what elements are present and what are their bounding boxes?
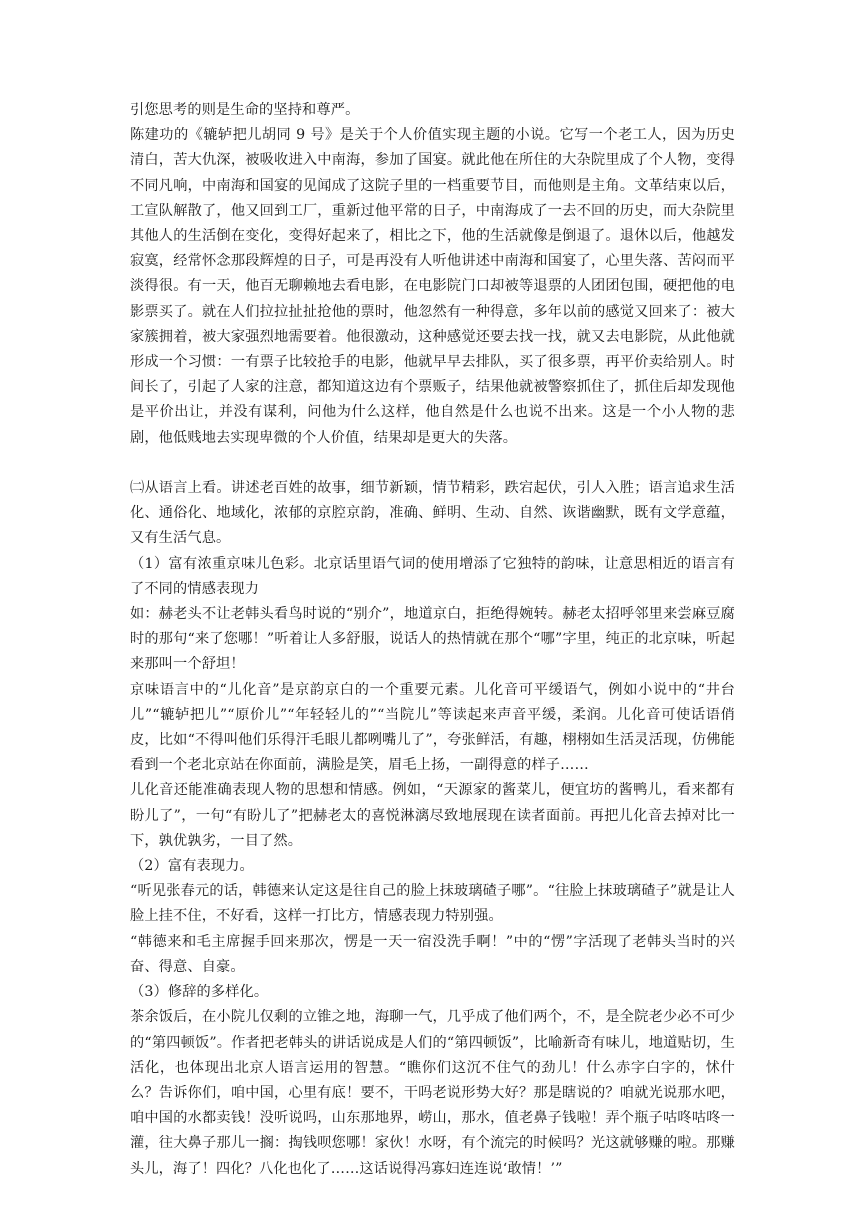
paragraph-glass-shards: “听见张春元的话，韩德来认定这是往自己的脸上抹玻璃碴子哪”。“往脸上抹玻璃碴子”就是让人脸上挂不住，不好看，这样一打比方，情感表现力特别强。 [130, 883, 735, 925]
paragraph-fourth-meal: 茶余饭后，在小院儿仅剩的立锥之地，海聊一气，几乎成了他们两个，不，是全院老少必不可少的“第四顿饭”。作者把老韩头的讲话说成是人们的“第四顿饭”，比喻新奇有味儿，地道贴切，生活化，也体现出北京人语言运用的智慧。“瞧你们这沉不住气的劲儿！什么赤字白字的，怵什么？告诉你们，咱中国，心里有底！要不，干吗老说形势大好？那是瞎说的？咱就光说那水吧，咱中国的水都卖钱！没听说吗，山东那地界，崂山，那水，值老鼻子钱啦！弄个瓶子咕咚咕咚一灌，往大鼻子那儿一搁：掏钱呗您哪！家伙！水呀，有个流完的时候吗？光这就够赚的啦。那赚头儿，海了！四化？八化也化了……这话说得冯寡妇连连说‘敢情！’” [130, 1009, 735, 1177]
paragraph-section-3-heading: （3）修辞的多样化。 [130, 984, 269, 1001]
paragraph-section-2-heading: （2）富有表现力。 [130, 858, 254, 875]
paragraph-spacer [130, 451, 735, 476]
paragraph-intro-ending: 引您思考的则是生命的坚持和尊严。 [130, 102, 360, 118]
paragraph-erhua-emotion: 儿化音还能准确表现人物的思想和情感。例如，“天源家的酱菜儿，便宜坊的酱鸭儿，看来都有盼儿了”，一句“有盼儿了”把赫老太的喜悦淋漓尽致地展现在读者面前。再把儿化音去掉对比一下，孰优孰劣，一目了然。 [130, 782, 735, 849]
paragraph-chen-jiangong-story: 陈建功的《辘轳把儿胡同 9 号》是关于个人价值实现主题的小说。它写一个老工人，因为历史清白，苦大仇深，被吸收进入中南海，参加了国宴。就此他在所住的大杂院里成了个人物，变得不同凡响，中南海和国宴的见闻成了这院子里的一档重要节目，而他则是主角。文革结束以后，工宣队解散了，他又回到工厂，重新过他平常的日子，中南海成了一去不回的历史，而大杂院里其他人的生活倒在变化，变得好起来了，相比之下，他的生活就像是倒退了。退休以后，他越发寂寞，经常怀念那段辉煌的日子，可是再没有人听他讲述中南海和国宴了，心里失落、苦闷而平淡得很。有一天，他百无聊赖地去看电影，在电影院门口却被等退票的人团团包围，硬把他的电影票买了。就在人们拉拉扯扯抢他的票时，他忽然有一种得意，多年以前的感觉又回来了：被大家簇拥着，被大家强烈地需要着。他很激动，这种感觉还要去找一找，就又去电影院，从此他就形成一个习惯：一有票子比较抢手的电影，他就早早去排队，买了很多票，再平价卖给别人。时间长了，引起了人家的注意，都知道这边有个票贩子，结果他就被警察抓住了，抓住后却发现他是平价出让，并没有谋利，问他为什么这样，他自然是什么也说不出来。这是一个小人物的悲剧，他低贱地去实现卑微的个人价值，结果却是更大的失落。 [130, 127, 735, 446]
paragraph-section-1-heading: （1）富有浓重京味儿色彩。北京话里语气词的使用增添了它独特的韵味，让意思相近的语言有了不同的情感表现力 [130, 555, 735, 597]
paragraph-leng-character: “韩德来和毛主席握手回来那次，愣是一天一宿没洗手啊！”中的“愣”字活现了老韩头当时的兴奋、得意、自豪。 [130, 933, 735, 975]
paragraph-example-biejie: 如：赫老头不让老韩头看鸟时说的“别介”，地道京白，拒绝得婉转。赫老太招呼邻里来尝麻豆腐时的那句“来了您哪！”听着让人多舒服，说话人的热情就在那个“哪”字里，纯正的北京味，听起来那叫一个舒坦！ [130, 606, 735, 673]
paragraph-language-overview: ㈡从语言上看。讲述老百姓的故事，细节新颖，情节精彩，跌宕起伏，引人入胜；语言追求生活化、通俗化、地域化，浓郁的京腔京韵，准确、鲜明、生动、自然、诙谐幽默，既有文学意蕴，又有生活气息。 [130, 480, 735, 547]
paragraph-erhua-intro: 京味语言中的“儿化音”是京韵京白的一个重要元素。儿化音可平缓语气，例如小说中的“井台儿”“辘轳把儿”“原价儿”“年轻轻儿的”“当院儿”等读起来声音平缓，柔润。儿化音可使话语俏皮，比如“不得叫他们乐得汗毛眼儿都咧嘴儿了”，夸张鲜活，有趣，栩栩如生活灵活现，仿佛能看到一个老北京站在你面前，满脸是笑，眉毛上扬，一副得意的样子…… [130, 681, 735, 774]
document-body [130, 98, 735, 1182]
